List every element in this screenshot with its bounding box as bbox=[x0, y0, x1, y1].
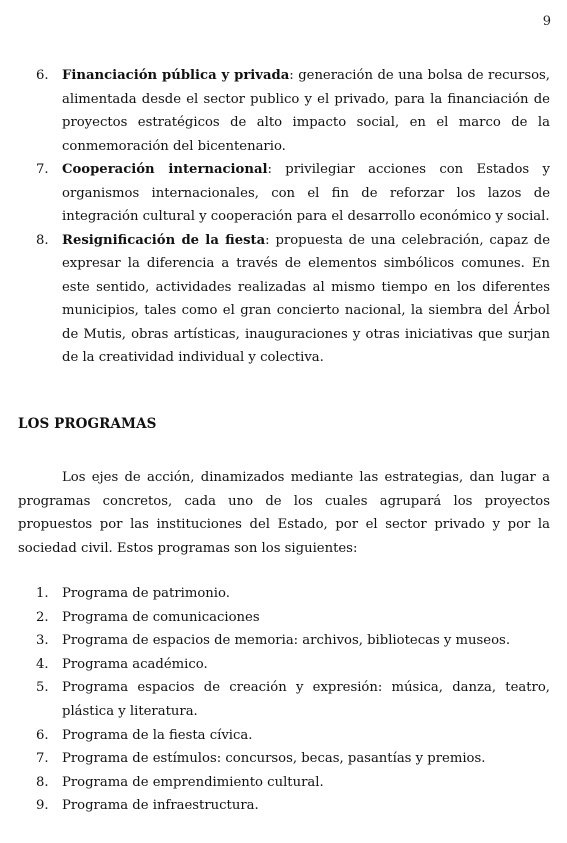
strategy-term: Financiación pública y privada bbox=[62, 68, 290, 83]
strategy-term: Cooperación internacional bbox=[62, 162, 268, 177]
program-label: Programa académico. bbox=[62, 656, 208, 672]
strategy-number: 6. bbox=[36, 68, 49, 83]
strategy-item bbox=[36, 64, 550, 158]
program-label: Programa de la fiesta cívica. bbox=[62, 727, 253, 743]
strategy-description: : propuesta de una celebración, capaz de expresar la diferencia a través de elementos simbólicos comunes. En este sentido, actividades realizadas al mismo tiempo en los diferentes municipios, tales como el gran concierto nacional, la siembra del Árbol de Mutis, obras artísticas, inauguraciones y otras iniciativas que surjan de la creatividad individual y colectiva. bbox=[62, 232, 550, 365]
strategy-description: : generación de una bolsa de recursos, alimentada desde el sector publico y el privado, para la financiación de proyectos estratégicos de alto impacto social, en el marco de la conmemoración del bicentenario. bbox=[62, 68, 550, 154]
section-heading: LOS PROGRAMAS bbox=[18, 416, 157, 432]
program-item bbox=[36, 606, 550, 630]
program-number: 4. bbox=[36, 656, 49, 672]
program-item bbox=[36, 771, 550, 795]
program-number: 2. bbox=[36, 609, 49, 625]
programs-list bbox=[36, 582, 550, 818]
program-label: Programa de comunicaciones bbox=[62, 609, 260, 625]
program-label: Programa de infraestructura. bbox=[62, 798, 259, 814]
program-item bbox=[36, 747, 550, 771]
program-label: Programa de estímulos: concursos, becas, pasantías y premios. bbox=[62, 751, 486, 767]
program-item bbox=[36, 582, 550, 606]
program-label: Programa de patrimonio. bbox=[62, 586, 230, 601]
strategies-list bbox=[36, 64, 550, 370]
program-label: Programa de emprendimiento cultural. bbox=[62, 774, 324, 790]
program-item bbox=[36, 724, 550, 748]
program-item bbox=[36, 629, 550, 653]
intro-paragraph: Los ejes de acción, dinamizados mediante las estrategias, dan lugar a programas concretos, cada uno de los cuales agrupará los proyectos propuestos por las instituciones del Estado, por el sector privado y por la sociedad civil. Estos programas son los siguientes: bbox=[18, 470, 550, 557]
program-label: Programa espacios de creación y expresión: música, danza, teatro, plástica y literatura. bbox=[62, 680, 550, 719]
strategy-number: 8. bbox=[36, 232, 49, 248]
strategy-term: Resignificación de la fiesta bbox=[62, 232, 266, 248]
program-number: 9. bbox=[36, 798, 49, 814]
program-number: 6. bbox=[36, 727, 49, 743]
strategy-item bbox=[36, 229, 550, 370]
program-number: 3. bbox=[36, 633, 49, 649]
page-number: 9 bbox=[542, 14, 551, 29]
program-number: 8. bbox=[36, 774, 49, 790]
strategy-item bbox=[36, 158, 550, 229]
program-label: Programa de espacios de memoria: archivos, bibliotecas y museos. bbox=[62, 633, 511, 649]
program-number: 7. bbox=[36, 751, 49, 767]
strategy-number: 7. bbox=[36, 162, 49, 177]
program-item bbox=[36, 653, 550, 677]
program-number: 1. bbox=[36, 586, 49, 601]
strategy-description: : privilegiar acciones con Estados y organismos internacionales, con el fin de reforzar los lazos de integración cultural y cooperación para el desarrollo económico y social. bbox=[62, 162, 550, 224]
program-number: 5. bbox=[36, 680, 49, 696]
program-item bbox=[36, 794, 550, 818]
program-item bbox=[36, 676, 550, 723]
